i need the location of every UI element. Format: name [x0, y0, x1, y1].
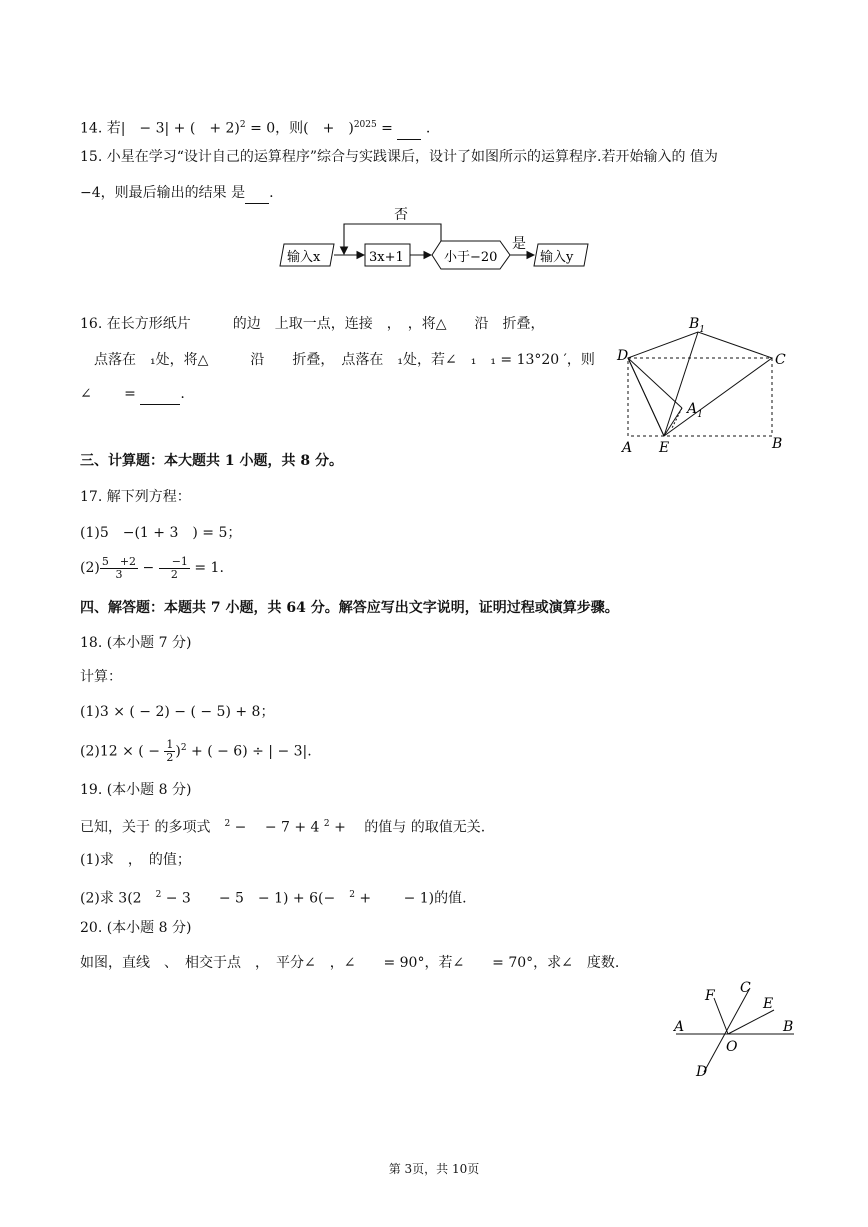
q19-p2-exp-1: 2: [155, 890, 162, 900]
question-15-line-2: [80, 183, 274, 204]
q14-end: .: [421, 120, 431, 137]
label-B: B: [772, 436, 783, 452]
fraction-half: [164, 739, 175, 764]
q19-p2-a: (2)求 3(2: [80, 890, 156, 907]
intersecting-lines-figure: [668, 978, 808, 1082]
fraction-1: [100, 556, 138, 581]
label-D: D: [617, 348, 629, 364]
q18-p2-exp: 2: [180, 743, 187, 753]
q14-exp-sq: 2: [239, 120, 246, 130]
flow-op-label: 3x+1: [369, 250, 404, 265]
question-20-title: 20. (本小题 8 分): [80, 920, 192, 936]
q15-end: .: [269, 185, 274, 201]
q19-p2-b: − 3 − 5 − 1) + 6(−: [161, 890, 350, 907]
question-16-line-1: 16. 在长方形纸片 的边 上取一点，连接 ， ，将△ 沿 折叠，: [80, 316, 545, 332]
label-C: C: [740, 980, 751, 996]
answer-blank: [397, 119, 421, 140]
segment-D-A1: [628, 358, 682, 408]
q19-stem-exp-1: 2: [224, 819, 231, 829]
label-B1: $B_1$: [689, 316, 706, 335]
label-E: E: [659, 440, 670, 456]
label-B: B: [783, 1019, 794, 1035]
question-14: [80, 115, 430, 140]
dashed-rectangle: [628, 358, 772, 436]
q19-stem-exp-2: 2: [323, 819, 330, 829]
segment-E-A1: [664, 408, 682, 436]
q19-stem-a: 已知，关于 的多项式: [80, 819, 225, 836]
label-A: A: [622, 440, 633, 456]
flowchart: [270, 200, 600, 275]
fraction-2-denominator: 2: [170, 567, 178, 581]
question-19-part-2: [80, 885, 467, 909]
q19-stem-c: + 的值与 的取值无关.: [329, 819, 486, 836]
answer-blank: [245, 183, 269, 204]
question-18-part-1: (1)3 × ( − 2) − ( − 5) + 8；: [80, 704, 275, 720]
q14-exp-year: 2025: [353, 120, 377, 130]
label-A: A: [674, 1019, 685, 1035]
ray-OF: [714, 998, 728, 1034]
q17-p2-prefix: (2): [80, 560, 100, 576]
question-16-line-2: 点落在 ₁处，将△ 沿 折叠， 点落在 ₁处，若∠ ₁ ₁ = 13°20 ′，则: [80, 352, 595, 368]
ray-OE: [728, 1010, 774, 1034]
q18-p2-c: + ( − 6) ÷ | − 3|.: [186, 743, 312, 760]
question-17-part-1: (1)5 −(1 + 3 ) = 5；: [80, 525, 242, 541]
segment-E-B1: [664, 332, 698, 436]
fraction-half-denominator: 2: [166, 751, 174, 765]
question-17-title: 17. 解下列方程：: [80, 489, 191, 505]
question-19-title: 19. (本小题 8 分): [80, 782, 192, 798]
folded-triangle-upper: [628, 332, 772, 436]
q16-end: .: [180, 386, 185, 402]
question-20-stem: 如图，直线 、 相交于点 ， 平分∠ ，∠ = 90°，若∠ = 70°，求∠ 度数.: [80, 955, 620, 971]
segment-D-E: [628, 358, 664, 436]
section-4-heading: 四、解答题：本题共 7 小题，共 64 分。解答应写出文字说明，证明过程或演算步骤。: [80, 600, 619, 616]
fraction-1-numerator: 5 +2: [101, 554, 137, 568]
fraction-2: [159, 556, 190, 581]
question-17-part-2: [80, 555, 224, 581]
fraction-2-numerator: −1: [160, 554, 188, 568]
question-16-line-3: [80, 384, 185, 405]
question-15-line-1: 15. 小星在学习“设计自己的运算程序”综合与实践课后，设计了如图所示的运算程序.若开始输入的 值为: [80, 149, 718, 165]
q18-p2-a: (2)12 × ( −: [80, 743, 165, 760]
rectangle-fold-figure: [612, 310, 792, 460]
question-18-part-2: [80, 734, 312, 766]
label-C: C: [775, 352, 786, 368]
question-19-part-1: (1)求 ， 的值；: [80, 852, 191, 868]
flow-cond-label: 小于−20: [444, 250, 498, 265]
q14-text-a: 14. 若| − 3| + ( + 2): [80, 120, 240, 137]
label-O: O: [726, 1039, 738, 1055]
label-D: D: [696, 1064, 708, 1080]
flow-no-label: 否: [394, 207, 408, 223]
question-18-instruction: 计算：: [80, 669, 122, 685]
q14-text-c: =: [376, 120, 398, 137]
q19-stem-b: − − 7 + 4: [230, 819, 324, 836]
q17-minus: −: [138, 560, 159, 576]
answer-blank: [140, 384, 180, 405]
flow-output-label: 输入y: [540, 250, 574, 265]
q19-p2-c: + − 1)的值.: [354, 890, 467, 907]
q18-p2-b: ): [175, 743, 181, 760]
question-18-title: 18. (本小题 7 分): [80, 635, 192, 651]
section-3-heading: 三、计算题：本大题共 1 小题，共 8 分。: [80, 453, 343, 469]
flow-input-label: 输入x: [287, 250, 321, 265]
label-F: F: [705, 988, 715, 1004]
label-E: E: [763, 996, 774, 1012]
q15-line-2-text: −4，则最后输出的结果 是: [80, 185, 246, 201]
q17-p2-suffix: = 1.: [189, 560, 224, 576]
label-A1: $A_1$: [687, 401, 703, 420]
q19-p2-exp-2: 2: [349, 890, 355, 900]
page-footer: 第 3页，共 10页: [388, 1162, 480, 1176]
fraction-half-numerator: 1: [166, 738, 174, 752]
flow-yes-label: 是: [512, 236, 526, 252]
q16-line-3-text: ∠ =: [80, 386, 141, 402]
fraction-1-denominator: 3: [115, 567, 123, 581]
question-19-stem: [80, 814, 485, 838]
q14-text-b: = 0，则( + ): [245, 120, 354, 137]
